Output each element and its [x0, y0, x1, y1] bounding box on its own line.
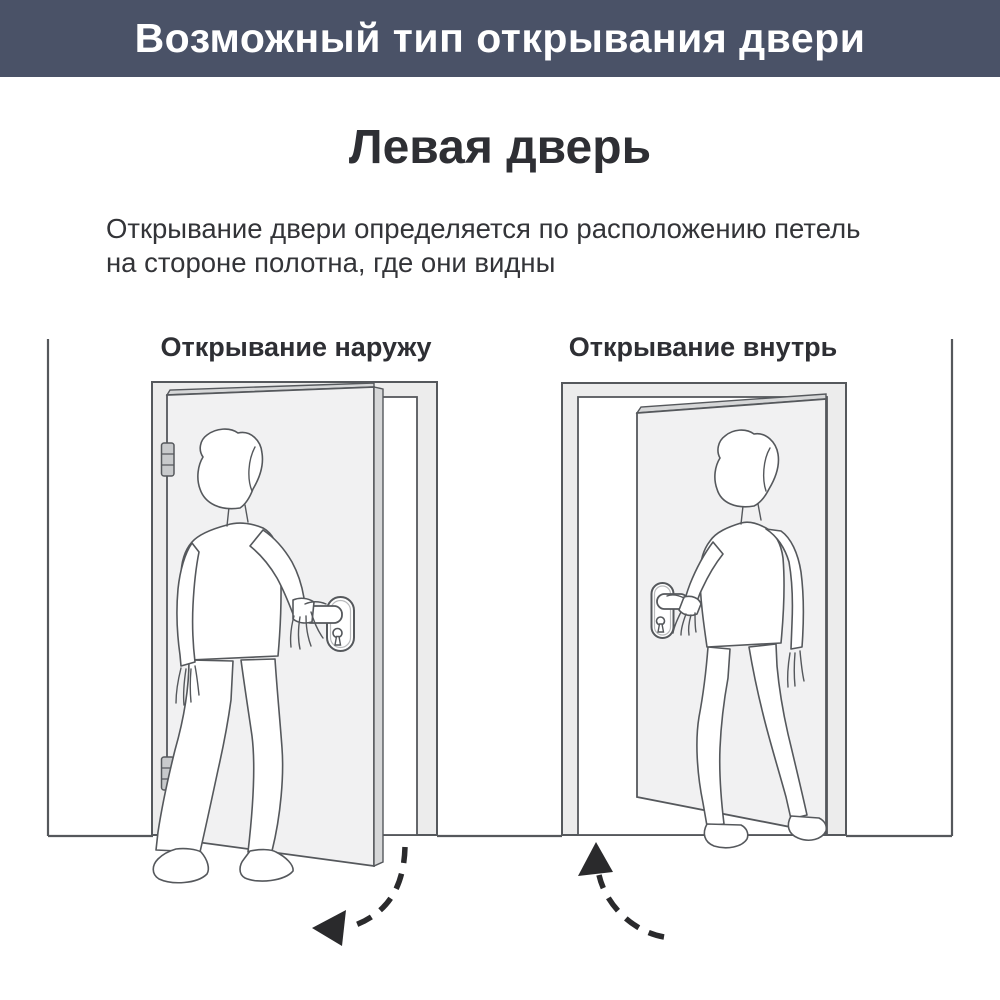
- person-front-shoe: [788, 816, 826, 840]
- description-line-1: Открывание двери определяется по расположению петель: [106, 213, 861, 244]
- swing-arrow-inward-head: [578, 842, 613, 876]
- label-opening-inward: Открывание внутрь: [568, 332, 838, 362]
- keyhole-tail: [335, 637, 341, 646]
- keyhole-tail: [658, 624, 664, 632]
- swing-arrow-inward-arc: [599, 875, 664, 937]
- section-title: Левая дверь: [348, 121, 652, 174]
- swing-arrow-outward-head: [312, 910, 346, 946]
- person-back-shoe: [704, 824, 747, 848]
- person-hand-on-handle: [679, 596, 701, 615]
- page-title: Возможный тип открывания двери: [134, 15, 866, 61]
- hinge-top: [162, 443, 175, 476]
- person-front-shoe: [153, 849, 208, 883]
- label-opening-outward: Открывание наружу: [160, 332, 432, 362]
- description-line-2: на стороне полотна, где они видны: [106, 247, 556, 278]
- person-torso: [700, 522, 784, 647]
- left-door-side-edge: [374, 387, 383, 866]
- swing-arrow-inward: [578, 842, 664, 937]
- panel-opening-inward: [562, 383, 846, 937]
- panel-opening-outward: [152, 382, 437, 946]
